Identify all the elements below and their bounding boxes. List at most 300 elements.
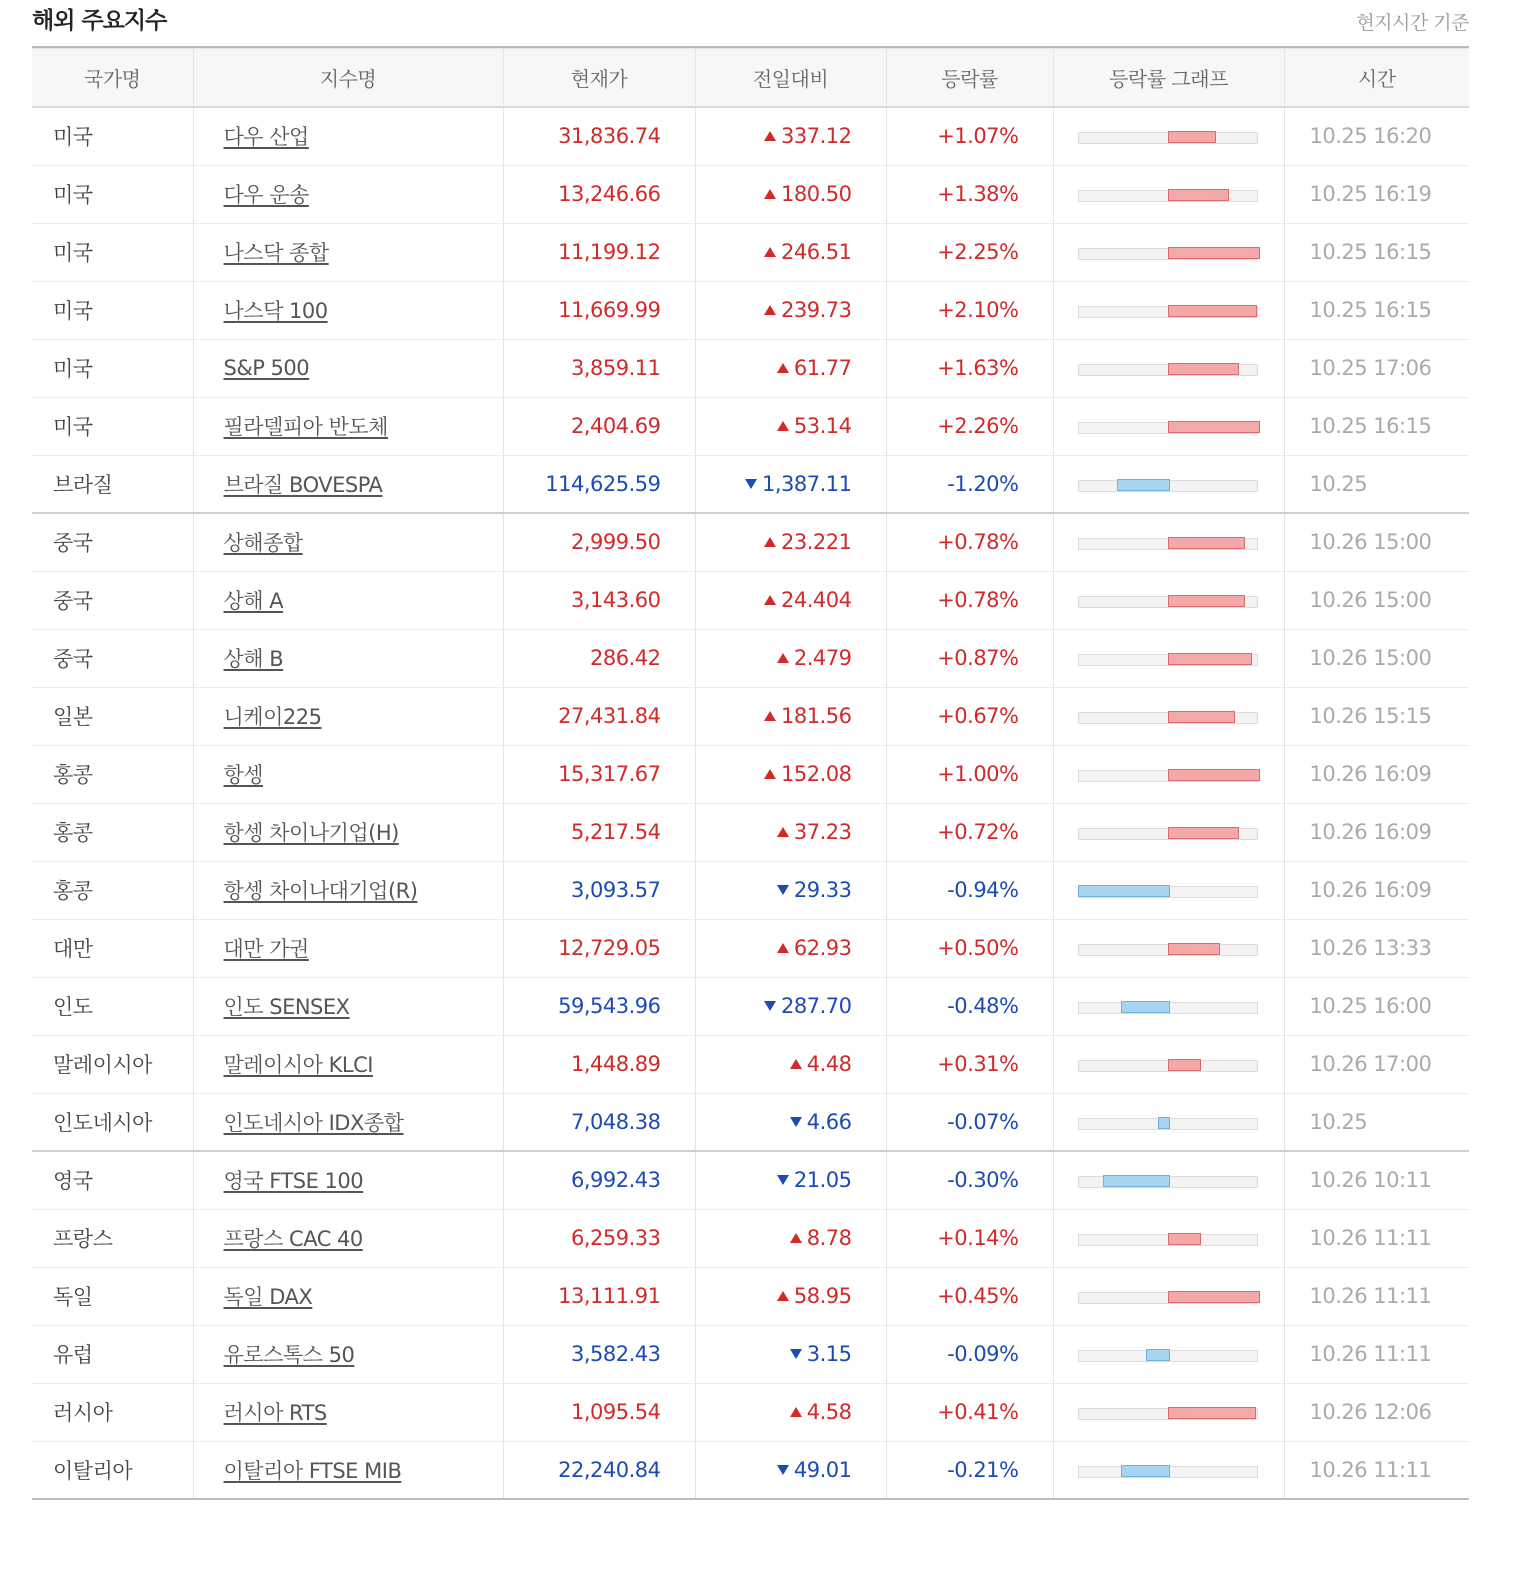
rate-graph-bar <box>1117 479 1170 491</box>
rate-cell: +0.50% <box>886 919 1053 977</box>
country-cell: 미국 <box>32 165 193 223</box>
index-name-link[interactable]: S&P 500 <box>223 356 310 380</box>
change-value: 23.221 <box>781 530 852 555</box>
table-row <box>32 281 1469 339</box>
change-value: 4.48 <box>806 1052 852 1076</box>
change-cell <box>695 397 886 455</box>
rate-graph-cell <box>1053 861 1284 919</box>
index-name-link[interactable]: 러시아 RTS <box>223 1401 327 1425</box>
rate-cell: +2.10% <box>886 281 1053 339</box>
index-name-link[interactable]: 인도 SENSEX <box>223 995 350 1019</box>
change-cell <box>695 687 886 745</box>
price-cell: 2,999.50 <box>503 513 695 571</box>
rate-graph-bar <box>1121 1001 1170 1013</box>
table-row <box>32 107 1469 165</box>
table-row <box>32 977 1469 1035</box>
table-row <box>32 803 1469 861</box>
index-name-link[interactable]: 항셍 차이나기업(H) <box>223 821 399 845</box>
price-cell: 3,143.60 <box>503 571 695 629</box>
price-cell: 3,859.11 <box>503 339 695 397</box>
triangle-up-icon <box>764 769 776 779</box>
index-name-link[interactable]: 다우 산업 <box>223 125 309 150</box>
price-cell: 114,625.59 <box>503 455 695 513</box>
rate-graph-bar <box>1168 305 1257 317</box>
time-cell: 10.26 11:11 <box>1284 1441 1469 1499</box>
rate-graph-bar <box>1168 769 1260 781</box>
price-cell: 27,431.84 <box>503 687 695 745</box>
index-name-cell <box>193 629 503 687</box>
index-name-link[interactable]: 상해 B <box>223 647 284 671</box>
price-cell: 31,836.74 <box>503 107 695 165</box>
index-name-link[interactable]: 프랑스 CAC 40 <box>223 1227 363 1251</box>
change-cell <box>695 919 886 977</box>
table-row <box>32 745 1469 803</box>
rate-cell: +0.41% <box>886 1383 1053 1441</box>
index-name-link[interactable]: 상해종합 <box>223 531 303 556</box>
time-cell: 10.26 10:11 <box>1284 1151 1469 1209</box>
change-cell <box>695 861 886 919</box>
change-cell <box>695 165 886 223</box>
rate-graph-bar <box>1168 1233 1201 1245</box>
rate-cell: +2.26% <box>886 397 1053 455</box>
change-value: 180.50 <box>781 182 852 206</box>
table-row <box>32 919 1469 977</box>
change-value: 61.77 <box>793 356 852 380</box>
country-cell: 이탈리아 <box>32 1441 193 1499</box>
change-value: 152.08 <box>781 762 852 786</box>
table-row <box>32 1209 1469 1267</box>
country-cell: 홍콩 <box>32 745 193 803</box>
rate-cell: +1.00% <box>886 745 1053 803</box>
index-name-cell <box>193 571 503 629</box>
country-cell: 러시아 <box>32 1383 193 1441</box>
triangle-up-icon <box>764 595 776 605</box>
index-name-link[interactable]: 나스닥 100 <box>223 299 328 323</box>
rate-graph-cell <box>1053 977 1284 1035</box>
table-row <box>32 455 1469 513</box>
rate-cell: +0.67% <box>886 687 1053 745</box>
change-value: 29.33 <box>793 878 852 902</box>
rate-cell: +0.45% <box>886 1267 1053 1325</box>
time-cell: 10.26 17:00 <box>1284 1035 1469 1093</box>
price-cell: 3,582.43 <box>503 1325 695 1383</box>
country-cell: 말레이시아 <box>32 1035 193 1093</box>
triangle-up-icon <box>777 363 789 373</box>
price-cell: 6,992.43 <box>503 1151 695 1209</box>
rate-graph-bar <box>1168 827 1239 839</box>
change-cell <box>695 281 886 339</box>
column-header-rate-graph: 등락률 그래프 <box>1053 49 1284 107</box>
change-value: 239.73 <box>781 298 852 322</box>
rate-graph-cell <box>1053 687 1284 745</box>
table-row <box>32 1151 1469 1209</box>
triangle-down-icon <box>777 1465 789 1475</box>
table-row <box>32 339 1469 397</box>
rate-graph-bar <box>1168 595 1245 607</box>
triangle-up-icon <box>777 943 789 953</box>
rate-cell: +2.25% <box>886 223 1053 281</box>
time-cell: 10.26 11:11 <box>1284 1209 1469 1267</box>
change-value: 37.23 <box>793 820 852 844</box>
change-value: 24.404 <box>781 588 852 612</box>
index-name-cell <box>193 455 503 513</box>
table-row <box>32 397 1469 455</box>
change-value: 8.78 <box>806 1226 852 1250</box>
price-cell: 5,217.54 <box>503 803 695 861</box>
price-cell: 1,448.89 <box>503 1035 695 1093</box>
rate-graph-cell <box>1053 1383 1284 1441</box>
table-row <box>32 1267 1469 1325</box>
country-cell: 대만 <box>32 919 193 977</box>
rate-graph-cell <box>1053 1325 1284 1383</box>
triangle-down-icon <box>764 1001 776 1011</box>
table-row <box>32 571 1469 629</box>
rate-cell: +1.63% <box>886 339 1053 397</box>
world-indices-section <box>32 0 1469 1500</box>
rate-graph-bar <box>1168 131 1216 143</box>
table-row <box>32 861 1469 919</box>
rate-graph-cell <box>1053 455 1284 513</box>
rate-graph-cell <box>1053 165 1284 223</box>
rate-cell: -0.21% <box>886 1441 1053 1499</box>
change-cell <box>695 1151 886 1209</box>
rate-cell: -0.94% <box>886 861 1053 919</box>
country-cell: 브라질 <box>32 455 193 513</box>
index-name-cell <box>193 223 503 281</box>
time-cell: 10.25 16:19 <box>1284 165 1469 223</box>
country-cell: 일본 <box>32 687 193 745</box>
country-cell: 중국 <box>32 629 193 687</box>
index-name-link[interactable]: 항셍 <box>223 763 264 787</box>
triangle-down-icon <box>777 1175 789 1185</box>
table-header-row <box>32 49 1469 107</box>
time-cell: 10.26 15:00 <box>1284 571 1469 629</box>
rate-graph-bar <box>1168 943 1220 955</box>
index-name-cell <box>193 1209 503 1267</box>
index-name-cell <box>193 1441 503 1499</box>
country-cell: 미국 <box>32 107 193 165</box>
triangle-up-icon <box>764 305 776 315</box>
change-cell <box>695 107 886 165</box>
price-cell: 286.42 <box>503 629 695 687</box>
table-row <box>32 1383 1469 1441</box>
indices-table <box>32 49 1469 1500</box>
index-name-cell <box>193 687 503 745</box>
change-value: 3.15 <box>806 1342 852 1366</box>
table-row <box>32 1441 1469 1499</box>
price-cell: 15,317.67 <box>503 745 695 803</box>
index-name-cell <box>193 919 503 977</box>
index-name-link[interactable]: 항셍 차이나대기업(R) <box>223 879 418 903</box>
table-row <box>32 513 1469 571</box>
change-value: 337.12 <box>781 124 852 149</box>
rate-cell: +0.78% <box>886 513 1053 571</box>
rate-cell: -0.07% <box>886 1093 1053 1151</box>
change-value: 246.51 <box>781 240 852 264</box>
column-header-change: 전일대비 <box>695 49 886 107</box>
country-cell: 유럽 <box>32 1325 193 1383</box>
country-cell: 중국 <box>32 571 193 629</box>
price-cell: 11,669.99 <box>503 281 695 339</box>
triangle-up-icon <box>790 1059 802 1069</box>
table-row <box>32 223 1469 281</box>
index-name-link[interactable]: 이탈리아 FTSE MIB <box>223 1458 402 1483</box>
index-name-link[interactable]: 브라질 BOVESPA <box>223 472 383 497</box>
time-cell: 10.25 16:15 <box>1284 223 1469 281</box>
section-title: 해외 주요지수 <box>32 8 167 34</box>
triangle-up-icon <box>764 537 776 547</box>
time-cell: 10.26 16:09 <box>1284 803 1469 861</box>
rate-graph-bar <box>1168 1291 1260 1303</box>
change-cell <box>695 1267 886 1325</box>
index-name-link[interactable]: 다우 운송 <box>223 183 309 207</box>
index-name-cell <box>193 1325 503 1383</box>
change-cell <box>695 223 886 281</box>
time-cell: 10.26 16:09 <box>1284 745 1469 803</box>
table-row <box>32 1325 1469 1383</box>
rate-graph-bar <box>1168 421 1260 433</box>
rate-cell: -0.30% <box>886 1151 1053 1209</box>
time-cell: 10.26 15:15 <box>1284 687 1469 745</box>
country-cell: 영국 <box>32 1151 193 1209</box>
rate-graph-cell <box>1053 629 1284 687</box>
rate-graph-cell <box>1053 223 1284 281</box>
index-name-cell <box>193 1267 503 1325</box>
change-value: 181.56 <box>781 704 852 728</box>
rate-graph-cell <box>1053 919 1284 977</box>
price-cell: 13,111.91 <box>503 1267 695 1325</box>
rate-graph-cell <box>1053 803 1284 861</box>
triangle-up-icon <box>777 1291 789 1301</box>
price-cell: 11,199.12 <box>503 223 695 281</box>
time-cell: 10.25 <box>1284 1093 1469 1151</box>
change-value: 2.479 <box>793 646 852 670</box>
rate-graph-cell <box>1053 1035 1284 1093</box>
country-cell: 독일 <box>32 1267 193 1325</box>
rate-graph-cell <box>1053 513 1284 571</box>
price-cell: 12,729.05 <box>503 919 695 977</box>
rate-graph-cell <box>1053 571 1284 629</box>
time-cell: 10.26 12:06 <box>1284 1383 1469 1441</box>
column-header-rate: 등락률 <box>886 49 1053 107</box>
rate-cell: +0.14% <box>886 1209 1053 1267</box>
index-name-cell <box>193 1151 503 1209</box>
time-cell: 10.25 <box>1284 455 1469 513</box>
index-name-link[interactable]: 유로스톡스 50 <box>223 1343 355 1367</box>
rate-graph-cell <box>1053 1151 1284 1209</box>
rate-graph-bar <box>1168 189 1229 201</box>
rate-graph-bar <box>1168 537 1245 549</box>
change-cell <box>695 513 886 571</box>
index-name-cell <box>193 397 503 455</box>
change-value: 62.93 <box>793 936 852 960</box>
index-name-cell <box>193 745 503 803</box>
index-name-link[interactable]: 독일 DAX <box>223 1285 313 1309</box>
rate-cell: -1.20% <box>886 455 1053 513</box>
rate-cell: +0.78% <box>886 571 1053 629</box>
triangle-up-icon <box>764 711 776 721</box>
column-header-index-name: 지수명 <box>193 49 503 107</box>
time-cell: 10.26 15:00 <box>1284 629 1469 687</box>
rate-graph-bar <box>1121 1465 1170 1477</box>
index-name-cell <box>193 281 503 339</box>
rate-graph-cell <box>1053 1267 1284 1325</box>
price-cell: 59,543.96 <box>503 977 695 1035</box>
local-time-note: 현지시간 기준 <box>1356 12 1469 34</box>
rate-cell: +0.72% <box>886 803 1053 861</box>
time-cell: 10.25 16:00 <box>1284 977 1469 1035</box>
country-cell: 중국 <box>32 513 193 571</box>
time-cell: 10.25 17:06 <box>1284 339 1469 397</box>
rate-graph-bar <box>1168 363 1239 375</box>
country-cell: 인도네시아 <box>32 1093 193 1151</box>
change-cell <box>695 1325 886 1383</box>
triangle-down-icon <box>745 479 757 489</box>
index-name-cell <box>193 107 503 165</box>
price-cell: 7,048.38 <box>503 1093 695 1151</box>
country-cell: 미국 <box>32 397 193 455</box>
triangle-down-icon <box>790 1349 802 1359</box>
country-cell: 미국 <box>32 223 193 281</box>
index-name-cell <box>193 513 503 571</box>
change-value: 287.70 <box>781 994 852 1018</box>
change-cell <box>695 977 886 1035</box>
price-cell: 22,240.84 <box>503 1441 695 1499</box>
rate-cell: +1.38% <box>886 165 1053 223</box>
rate-graph-cell <box>1053 339 1284 397</box>
index-name-cell <box>193 165 503 223</box>
change-value: 21.05 <box>793 1168 852 1193</box>
rate-cell: -0.09% <box>886 1325 1053 1383</box>
column-header-price: 현재가 <box>503 49 695 107</box>
change-cell <box>695 745 886 803</box>
rate-graph-cell <box>1053 397 1284 455</box>
triangle-up-icon <box>790 1233 802 1243</box>
country-cell: 홍콩 <box>32 803 193 861</box>
time-cell: 10.25 16:15 <box>1284 397 1469 455</box>
index-name-cell <box>193 1093 503 1151</box>
rate-cell: +0.31% <box>886 1035 1053 1093</box>
rate-cell: -0.48% <box>886 977 1053 1035</box>
price-cell: 3,093.57 <box>503 861 695 919</box>
change-value: 53.14 <box>793 414 852 438</box>
time-cell: 10.26 11:11 <box>1284 1325 1469 1383</box>
table-row <box>32 629 1469 687</box>
index-name-link[interactable]: 인도네시아 IDX종합 <box>223 1110 404 1135</box>
rate-graph-bar <box>1146 1349 1170 1361</box>
triangle-up-icon <box>777 421 789 431</box>
change-value: 4.66 <box>806 1109 852 1134</box>
change-cell <box>695 339 886 397</box>
index-name-link[interactable]: 필라델피아 반도체 <box>223 415 388 439</box>
triangle-down-icon <box>777 885 789 895</box>
change-cell <box>695 1035 886 1093</box>
price-cell: 6,259.33 <box>503 1209 695 1267</box>
table-row <box>32 1035 1469 1093</box>
price-cell: 1,095.54 <box>503 1383 695 1441</box>
country-cell: 프랑스 <box>32 1209 193 1267</box>
index-name-link[interactable]: 니케이225 <box>223 705 322 729</box>
country-cell: 홍콩 <box>32 861 193 919</box>
price-cell: 13,246.66 <box>503 165 695 223</box>
change-cell <box>695 803 886 861</box>
price-cell: 2,404.69 <box>503 397 695 455</box>
index-name-cell <box>193 1035 503 1093</box>
section-header <box>32 0 1469 46</box>
time-cell: 10.25 16:15 <box>1284 281 1469 339</box>
rate-graph-cell <box>1053 281 1284 339</box>
column-header-time: 시간 <box>1284 49 1469 107</box>
change-cell <box>695 455 886 513</box>
index-name-link[interactable]: 대만 가권 <box>223 937 309 961</box>
rate-graph-bar <box>1168 247 1260 259</box>
rate-graph-cell <box>1053 1441 1284 1499</box>
rate-graph-bar <box>1078 885 1170 897</box>
index-name-link[interactable]: 상해 A <box>223 589 284 613</box>
index-name-link[interactable]: 나스닥 종합 <box>223 241 329 265</box>
index-name-cell <box>193 977 503 1035</box>
rate-graph-cell <box>1053 1093 1284 1151</box>
change-cell <box>695 1441 886 1499</box>
change-cell <box>695 1093 886 1151</box>
country-cell: 미국 <box>32 281 193 339</box>
index-name-cell <box>193 803 503 861</box>
change-cell <box>695 571 886 629</box>
index-name-cell <box>193 339 503 397</box>
change-value: 4.58 <box>806 1400 852 1424</box>
triangle-up-icon <box>764 131 776 141</box>
table-row <box>32 687 1469 745</box>
country-cell: 미국 <box>32 339 193 397</box>
rate-graph-bar <box>1103 1175 1170 1187</box>
rate-graph-bar <box>1158 1117 1170 1129</box>
triangle-up-icon <box>777 653 789 663</box>
rate-graph-bar <box>1168 653 1252 665</box>
rate-graph-cell <box>1053 107 1284 165</box>
change-cell <box>695 1383 886 1441</box>
table-row <box>32 165 1469 223</box>
rate-graph-cell <box>1053 1209 1284 1267</box>
change-value: 49.01 <box>793 1457 852 1482</box>
index-name-cell <box>193 1383 503 1441</box>
rate-graph-bar <box>1168 711 1235 723</box>
index-name-link[interactable]: 영국 FTSE 100 <box>223 1169 364 1194</box>
column-header-country: 국가명 <box>32 49 193 107</box>
triangle-up-icon <box>777 827 789 837</box>
time-cell: 10.26 16:09 <box>1284 861 1469 919</box>
rate-graph-bar <box>1168 1059 1201 1071</box>
triangle-up-icon <box>764 247 776 257</box>
index-name-link[interactable]: 말레이시아 KLCI <box>223 1053 373 1077</box>
time-cell: 10.26 13:33 <box>1284 919 1469 977</box>
change-value: 1,387.11 <box>761 471 852 496</box>
country-cell: 인도 <box>32 977 193 1035</box>
time-cell: 10.26 15:00 <box>1284 513 1469 571</box>
rate-cell: +1.07% <box>886 107 1053 165</box>
change-cell <box>695 1209 886 1267</box>
triangle-up-icon <box>764 189 776 199</box>
time-cell: 10.25 16:20 <box>1284 107 1469 165</box>
table-row <box>32 1093 1469 1151</box>
rate-graph-cell <box>1053 745 1284 803</box>
table-body <box>32 107 1469 1499</box>
rate-cell: +0.87% <box>886 629 1053 687</box>
triangle-down-icon <box>790 1117 802 1127</box>
change-cell <box>695 629 886 687</box>
change-value: 58.95 <box>793 1284 852 1308</box>
index-name-cell <box>193 861 503 919</box>
triangle-up-icon <box>790 1407 802 1417</box>
